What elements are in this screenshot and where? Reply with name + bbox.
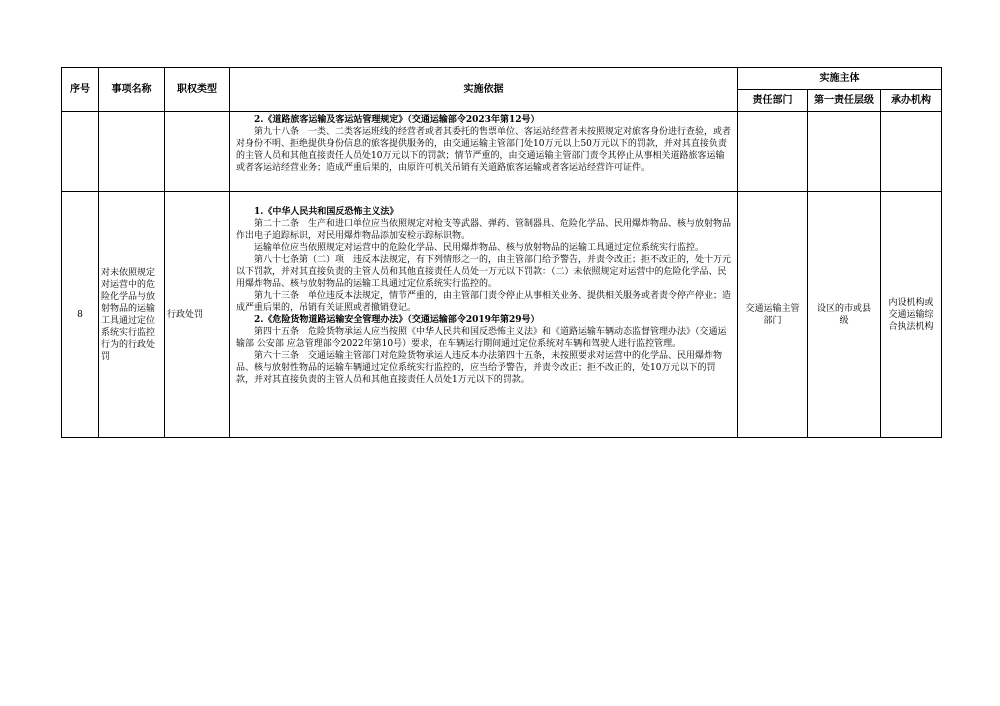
header-basis: 实施依据 xyxy=(230,68,738,112)
org-cell: 内设机构或交通运输综合执法机构 xyxy=(881,192,942,438)
law-article: 第九十三条 单位违反本法规定，情节严重的，由主管部门责令停止从事相关业务、提供相关服务或者责令停产停业；造成严重后果的，吊销有关证照或者撤销登记。 xyxy=(236,291,732,313)
header-level: 第一责任层级 xyxy=(808,90,881,112)
law-article: 第六十三条 交通运输主管部门对危险货物承运人违反本办法第四十五条，未按照要求对运营中的化学品、民用爆炸物品、核与放射性物品的运输车辆通过定位系统实行监控的，应当给予警告，并责令改正；拒不改正的，处10万元以下的罚款，并对其直接负责的主管人员和其他直接责任人员处1万元以下的罚款。 xyxy=(236,351,723,385)
power-type-cell xyxy=(165,112,230,192)
level-cell xyxy=(808,112,881,192)
table-row xyxy=(62,192,942,438)
law-title: 1.《中华人民共和国反恐怖主义法》 xyxy=(254,207,399,217)
header-org: 承办机构 xyxy=(881,90,942,112)
enforcement-table xyxy=(61,67,942,438)
header-power-type: 职权类型 xyxy=(165,68,230,112)
dept-cell xyxy=(738,112,808,192)
basis-cell xyxy=(230,192,738,438)
org-cell xyxy=(881,112,942,192)
law-title: 2.《道路旅客运输及客运站管理规定》（交通运输部令2023年第12号） xyxy=(254,115,540,125)
seq-cell: 8 xyxy=(62,192,99,438)
level-cell: 设区的市或县级 xyxy=(808,192,881,438)
header-seq: 序号 xyxy=(62,68,99,112)
law-block-2 xyxy=(236,314,731,386)
law-article: 第二十二条 生产和进口单位应当依照规定对枪支等武器、弹药、管制器具、危险化学品、民用爆炸物品、核与放射物品作出电子追踪标识，对民用爆炸物品添加安检示踪标识物。 xyxy=(236,219,732,241)
law-article: 第九十八条 一类、二类客运班线的经营者或者其委托的售票单位、客运站经营者未按照规定对旅客身份进行查验，或者对身份不明、拒绝提供身份信息的旅客提供服务的，由交通运输主管部门处10万元以上50万元以下的罚款，并对其直接负责的主管人员和其他直接责任人员处10万元以下的罚款；情节严重的，由交通运输主管部门责令其停止从事相关道路旅客运输或者客运站经营业务；造成严重后果的，由原许可机关吊销有关道路旅客运输或者客运站经营许可证件。 xyxy=(236,127,732,173)
law-article: 运输单位应当依照规定对运营中的危险化学品、民用爆炸物品、核与放射物品的运输工具通过定位系统实行监控。 xyxy=(254,243,705,253)
dept-cell: 交通运输主管部门 xyxy=(738,192,808,438)
power-type-cell: 行政处罚 xyxy=(165,192,230,438)
header-dept: 责任部门 xyxy=(738,90,808,112)
table-row xyxy=(62,112,942,192)
law-title: 2.《危险货物道路运输安全管理办法》（交通运输部令2019年第29号） xyxy=(254,315,540,325)
law-block-1 xyxy=(236,206,731,314)
item-name-cell xyxy=(99,112,165,192)
header-row-1 xyxy=(62,68,942,90)
law-article: 第八十七条第（二）项 违反本法规定，有下列情形之一的，由主管部门给予警告，并责令改正；拒不改正的，处十万元以下罚款，并对其直接负责的主管人员和其他直接责任人员处一万元以下罚款：（二）未依照规定对运营中的危险化学品、民用爆炸物品、核与放射物品的运输工具通过定位系统实行监控的。 xyxy=(236,255,732,289)
basis-cell xyxy=(230,112,738,192)
header-item-name: 事项名称 xyxy=(99,68,165,112)
header-subject: 实施主体 xyxy=(738,68,942,90)
law-article: 第四十五条 危险货物承运人应当按照《中华人民共和国反恐怖主义法》和《道路运输车辆动态监督管理办法》（交通运输部 公安部 应急管理部令2022年第10号）要求，在车辆运行期间通过定位系统对车辆和驾驶人进行监控管理。 xyxy=(236,327,727,349)
seq-cell xyxy=(62,112,99,192)
item-name-cell: 对未依照规定对运营中的危险化学品与放射物品的运输工具通过定位系统实行监控行为的行政处罚 xyxy=(99,192,165,438)
